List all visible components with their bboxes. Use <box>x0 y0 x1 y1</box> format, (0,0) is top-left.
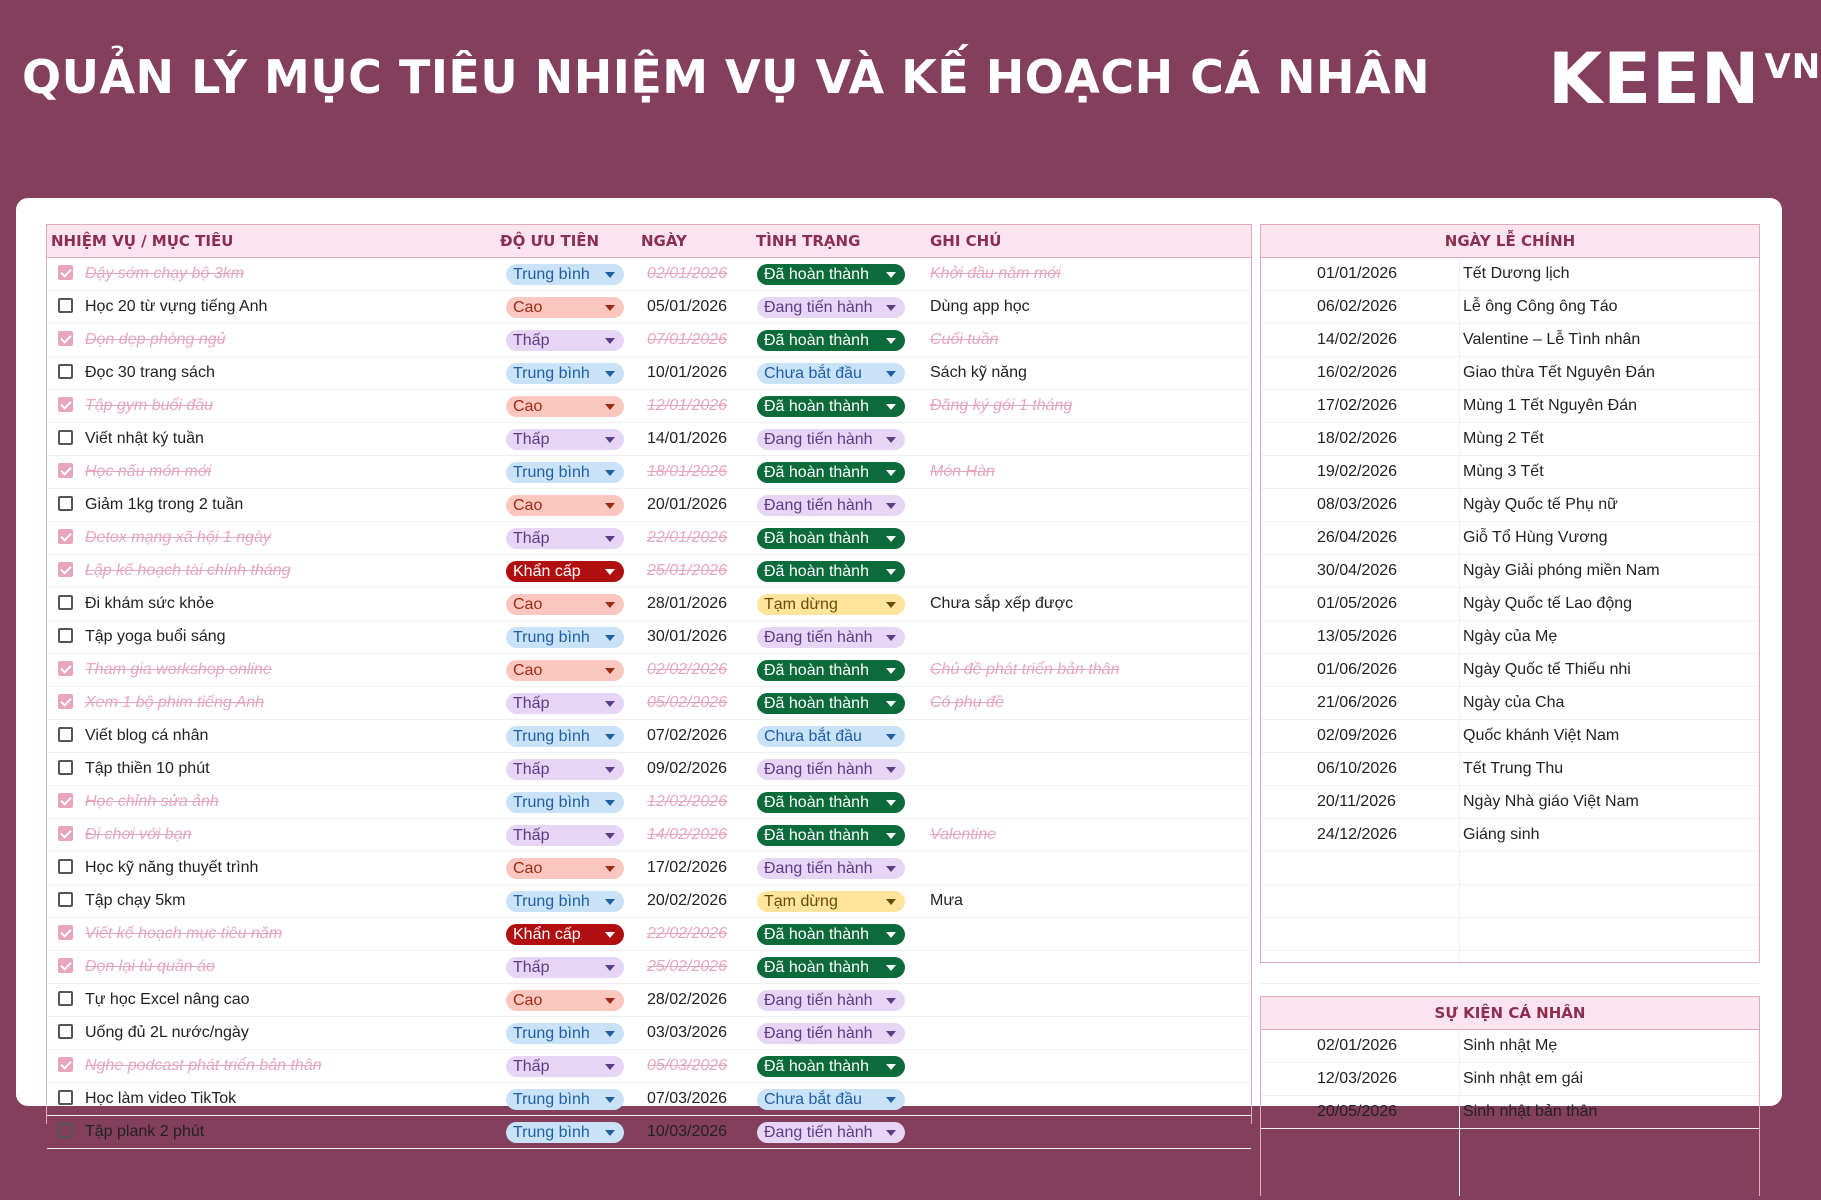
task-note[interactable]: Có phụ đề <box>930 694 1004 711</box>
task-checkbox[interactable] <box>58 859 73 874</box>
event-row <box>1261 1096 1759 1129</box>
holiday-name[interactable]: Lễ ông Công ông Táo <box>1463 298 1618 315</box>
table-row <box>47 324 1251 357</box>
event-rows <box>1261 1030 1759 1196</box>
priority-dropdown[interactable]: Trung bình <box>506 1122 624 1143</box>
priority-dropdown[interactable]: Thấp <box>506 957 624 978</box>
task-note[interactable]: Dùng app học <box>930 298 1030 315</box>
priority-dropdown[interactable]: Cao <box>506 990 624 1011</box>
task-checkbox[interactable] <box>58 925 73 940</box>
table-row <box>47 1017 1251 1050</box>
holiday-date[interactable]: 06/02/2026 <box>1317 298 1398 315</box>
column-header-note: GHI CHÚ <box>930 232 1002 250</box>
task-date[interactable]: 07/01/2026 <box>647 331 728 348</box>
holidays-table <box>1260 224 1760 963</box>
task-date[interactable]: 17/02/2026 <box>647 859 728 876</box>
task-date[interactable]: 02/01/2026 <box>647 265 728 282</box>
holiday-name[interactable]: Tết Dương lịch <box>1463 265 1570 282</box>
priority-dropdown[interactable]: Trung bình <box>506 1089 624 1110</box>
event-date[interactable]: 12/03/2026 <box>1317 1070 1398 1087</box>
table-row <box>47 720 1251 753</box>
spreadsheet-sheet <box>16 198 1782 1141</box>
table-row <box>47 588 1251 621</box>
task-note[interactable]: Chủ đề phát triển bản thân <box>930 661 1120 678</box>
status-dropdown[interactable]: Đã hoàn thành <box>757 957 905 978</box>
table-row <box>47 918 1251 951</box>
task-date[interactable]: 10/03/2026 <box>647 1123 728 1140</box>
task-name[interactable]: Tập gym buổi đầu <box>85 397 214 414</box>
holiday-row <box>1261 456 1759 489</box>
event-name[interactable]: Sinh nhật em gái <box>1463 1070 1584 1087</box>
holiday-date[interactable]: 24/12/2026 <box>1317 826 1398 843</box>
holiday-date[interactable]: 16/02/2026 <box>1317 364 1398 381</box>
holiday-name[interactable]: Mùng 1 Tết Nguyên Đán <box>1463 397 1638 414</box>
holiday-name[interactable]: Giáng sinh <box>1463 826 1540 843</box>
task-note[interactable]: Món Hàn <box>930 463 995 480</box>
task-name[interactable]: Xem 1 bộ phim tiếng Anh <box>85 694 265 711</box>
holiday-name[interactable]: Mùng 2 Tết <box>1463 430 1544 447</box>
task-date[interactable]: 12/01/2026 <box>647 397 728 414</box>
status-dropdown[interactable]: Đã hoàn thành <box>757 462 905 483</box>
holiday-date[interactable]: 26/04/2026 <box>1317 529 1398 546</box>
task-checkbox[interactable] <box>58 727 73 742</box>
task-date[interactable]: 28/01/2026 <box>647 595 728 612</box>
task-name[interactable]: Tham gia workshop online <box>85 661 272 678</box>
task-checkbox[interactable] <box>58 298 73 313</box>
table-row <box>47 753 1251 786</box>
task-name[interactable]: Tập chạy 5km <box>85 892 186 909</box>
task-name[interactable]: Học chỉnh sửa ảnh <box>85 793 219 810</box>
task-checkbox[interactable] <box>58 430 73 445</box>
table-row <box>47 1083 1251 1116</box>
status-dropdown[interactable]: Đã hoàn thành <box>757 924 905 945</box>
task-name[interactable]: Tập plank 2 phút <box>85 1123 205 1140</box>
table-row <box>47 357 1251 390</box>
column-header-task: NHIỆM VỤ / MỤC TIÊU <box>51 232 234 250</box>
column-header-status: TÌNH TRẠNG <box>756 232 861 250</box>
event-date[interactable]: 20/05/2026 <box>1317 1103 1398 1120</box>
task-name[interactable]: Tập thiền 10 phút <box>85 760 210 777</box>
status-dropdown[interactable]: Tạm dừng <box>757 594 905 615</box>
priority-dropdown[interactable]: Thấp <box>506 825 624 846</box>
priority-dropdown[interactable]: Thấp <box>506 330 624 351</box>
holiday-name[interactable]: Ngày Quốc tế Lao động <box>1463 595 1633 612</box>
holiday-date[interactable]: 20/11/2026 <box>1317 793 1396 810</box>
task-checkbox[interactable] <box>58 331 73 346</box>
holiday-row <box>1261 687 1759 720</box>
priority-dropdown[interactable]: Cao <box>506 495 624 516</box>
holiday-name[interactable]: Quốc khánh Việt Nam <box>1463 727 1620 744</box>
task-date[interactable]: 22/01/2026 <box>647 529 728 546</box>
task-name[interactable]: Học nấu món mới <box>85 463 212 480</box>
holiday-row <box>1261 621 1759 654</box>
status-dropdown[interactable]: Đang tiến hành <box>757 495 905 516</box>
status-dropdown[interactable]: Đã hoàn thành <box>757 561 905 582</box>
holiday-name[interactable]: Giỗ Tổ Hùng Vương <box>1463 529 1608 546</box>
status-dropdown[interactable]: Chưa bắt đầu <box>757 363 905 384</box>
task-checkbox[interactable] <box>58 1090 73 1105</box>
empty-row <box>1261 885 1759 918</box>
holiday-row <box>1261 258 1759 291</box>
holiday-name[interactable]: Ngày Giải phóng miền Nam <box>1463 562 1660 579</box>
holiday-date[interactable]: 01/06/2026 <box>1317 661 1398 678</box>
holiday-date[interactable]: 13/05/2026 <box>1317 628 1398 645</box>
task-checkbox[interactable] <box>58 661 73 676</box>
status-dropdown[interactable]: Đã hoàn thành <box>757 1056 905 1077</box>
task-checkbox[interactable] <box>58 1024 73 1039</box>
task-note[interactable]: Chưa sắp xếp được <box>930 595 1074 612</box>
task-date[interactable]: 09/02/2026 <box>647 760 728 777</box>
table-row <box>47 951 1251 984</box>
task-name[interactable]: Lập kế hoạch tài chính tháng <box>85 562 291 579</box>
holiday-name[interactable]: Giao thừa Tết Nguyên Đán <box>1463 364 1655 381</box>
event-name[interactable]: Sinh nhật bản thân <box>1463 1103 1598 1120</box>
holiday-row <box>1261 489 1759 522</box>
priority-dropdown[interactable]: Trung bình <box>506 264 624 285</box>
table-row <box>47 621 1251 654</box>
table-row <box>47 687 1251 720</box>
task-name[interactable]: Dọn lại tủ quần áo <box>85 958 215 975</box>
priority-dropdown[interactable]: Cao <box>506 396 624 417</box>
priority-dropdown[interactable]: Trung bình <box>506 627 624 648</box>
table-row <box>47 489 1251 522</box>
holiday-date[interactable]: 17/02/2026 <box>1317 397 1398 414</box>
priority-dropdown[interactable]: Cao <box>506 297 624 318</box>
task-name[interactable]: Đọc 30 trang sách <box>85 364 215 381</box>
status-dropdown[interactable]: Đã hoàn thành <box>757 264 905 285</box>
task-date[interactable]: 20/01/2026 <box>647 496 728 513</box>
holiday-name[interactable]: Ngày Quốc tế Phụ nữ <box>1463 496 1618 513</box>
table-row <box>47 819 1251 852</box>
event-row <box>1261 1063 1759 1096</box>
table-row <box>47 1116 1251 1149</box>
task-date[interactable]: 05/03/2026 <box>647 1057 728 1074</box>
task-name[interactable]: Đi chơi với bạn <box>85 826 192 843</box>
task-name[interactable]: Tự học Excel nâng cao <box>85 991 250 1008</box>
holiday-row <box>1261 291 1759 324</box>
task-checkbox[interactable] <box>58 826 73 841</box>
task-date[interactable]: 18/01/2026 <box>647 463 728 480</box>
column-header-priority: ĐỘ ƯU TIÊN <box>500 232 600 250</box>
column-header-date: NGÀY <box>641 232 687 250</box>
status-dropdown[interactable]: Đã hoàn thành <box>757 660 905 681</box>
events-title: SỰ KIỆN CÁ NHÂN <box>1261 996 1759 1030</box>
holiday-row <box>1261 819 1759 852</box>
task-checkbox[interactable] <box>58 628 73 643</box>
task-name[interactable]: Giảm 1kg trong 2 tuần <box>85 496 244 513</box>
task-name[interactable]: Học làm video TikTok <box>85 1090 237 1107</box>
holiday-name[interactable]: Mùng 3 Tết <box>1463 463 1544 480</box>
holiday-row <box>1261 555 1759 588</box>
task-name[interactable]: Dọn dẹp phòng ngủ <box>85 331 226 348</box>
holiday-date[interactable]: 18/02/2026 <box>1317 430 1398 447</box>
event-name[interactable]: Sinh nhật Mẹ <box>1463 1037 1558 1054</box>
table-row <box>47 291 1251 324</box>
holiday-row <box>1261 390 1759 423</box>
task-table-header <box>47 224 1251 258</box>
priority-dropdown[interactable]: Trung bình <box>506 462 624 483</box>
task-checkbox[interactable] <box>58 958 73 973</box>
table-row <box>47 654 1251 687</box>
holiday-date[interactable]: 08/03/2026 <box>1317 496 1398 513</box>
task-checkbox[interactable] <box>58 1057 73 1072</box>
page-title: QUẢN LÝ MỤC TIÊU NHIỆM VỤ VÀ KẾ HOẠCH CÁ NHÂN <box>22 50 1431 104</box>
priority-dropdown[interactable]: Trung bình <box>506 1023 624 1044</box>
table-row <box>47 390 1251 423</box>
task-table <box>46 224 1252 1141</box>
task-checkbox[interactable] <box>58 562 73 577</box>
status-dropdown[interactable]: Đã hoàn thành <box>757 396 905 417</box>
holiday-row <box>1261 753 1759 786</box>
holiday-name[interactable]: Ngày Nhà giáo Việt Nam <box>1463 793 1639 810</box>
table-row <box>47 852 1251 885</box>
task-checkbox[interactable] <box>58 496 73 511</box>
task-rows <box>47 258 1251 1149</box>
table-row <box>47 885 1251 918</box>
holiday-date[interactable]: 14/02/2026 <box>1317 331 1398 348</box>
table-row <box>47 555 1251 588</box>
task-checkbox[interactable] <box>58 463 73 478</box>
holiday-row <box>1261 720 1759 753</box>
task-name[interactable]: Viết blog cá nhân <box>85 727 209 744</box>
status-dropdown[interactable]: Đã hoàn thành <box>757 792 905 813</box>
task-name[interactable]: Dậy sớm chạy bộ 3km <box>85 265 245 282</box>
priority-dropdown[interactable]: Trung bình <box>506 792 624 813</box>
status-dropdown[interactable]: Đã hoàn thành <box>757 330 905 351</box>
logo-text: KEEN <box>1548 38 1761 120</box>
task-name[interactable]: Viết nhật ký tuần <box>85 430 204 447</box>
task-checkbox[interactable] <box>58 694 73 709</box>
task-date[interactable]: 25/01/2026 <box>647 562 728 579</box>
table-row <box>47 423 1251 456</box>
task-date[interactable]: 07/02/2026 <box>647 727 728 744</box>
holiday-date[interactable]: 30/04/2026 <box>1317 562 1398 579</box>
task-name[interactable]: Tập yoga buổi sáng <box>85 628 226 645</box>
empty-row <box>1261 951 1759 984</box>
task-date[interactable]: 25/02/2026 <box>647 958 728 975</box>
table-row <box>47 456 1251 489</box>
status-dropdown[interactable]: Đang tiến hành <box>757 1122 905 1143</box>
task-checkbox[interactable] <box>58 793 73 808</box>
holiday-row <box>1261 654 1759 687</box>
status-dropdown[interactable]: Đang tiến hành <box>757 429 905 450</box>
priority-dropdown[interactable]: Cao <box>506 660 624 681</box>
holiday-date[interactable]: 21/06/2026 <box>1317 694 1398 711</box>
priority-dropdown[interactable]: Trung bình <box>506 891 624 912</box>
holiday-row <box>1261 588 1759 621</box>
task-checkbox[interactable] <box>58 397 73 412</box>
holidays-title: NGÀY LỄ CHÍNH <box>1261 224 1759 258</box>
task-note[interactable]: Khởi đầu năm mới <box>930 265 1061 282</box>
holiday-date[interactable]: 19/02/2026 <box>1317 463 1398 480</box>
status-dropdown[interactable]: Đã hoàn thành <box>757 693 905 714</box>
priority-dropdown[interactable]: Cao <box>506 858 624 879</box>
task-note[interactable]: Sách kỹ năng <box>930 364 1027 381</box>
task-date[interactable]: 28/02/2026 <box>647 991 728 1008</box>
task-date[interactable]: 10/01/2026 <box>647 364 728 381</box>
task-date[interactable]: 12/02/2026 <box>647 793 728 810</box>
status-dropdown[interactable]: Đang tiến hành <box>757 627 905 648</box>
holiday-row <box>1261 522 1759 555</box>
holiday-date[interactable]: 06/10/2026 <box>1317 760 1398 777</box>
task-note[interactable]: Valentine <box>930 826 997 843</box>
holiday-name[interactable]: Ngày của Mẹ <box>1463 628 1558 645</box>
logo-superscript: VN <box>1764 47 1821 87</box>
task-name[interactable]: Detox mạng xã hội 1 ngày <box>85 529 271 546</box>
status-dropdown[interactable]: Đang tiến hành <box>757 990 905 1011</box>
holiday-row <box>1261 324 1759 357</box>
task-name[interactable]: Viết kế hoạch mục tiêu năm <box>85 925 283 942</box>
priority-dropdown[interactable]: Khẩn cấp <box>506 561 624 582</box>
holiday-name[interactable]: Ngày của Cha <box>1463 694 1565 711</box>
task-checkbox[interactable] <box>58 595 73 610</box>
event-date[interactable]: 02/01/2026 <box>1317 1037 1398 1054</box>
status-dropdown[interactable]: Tạm dừng <box>757 891 905 912</box>
empty-row <box>1261 918 1759 951</box>
holiday-rows <box>1261 258 1759 962</box>
status-dropdown[interactable]: Đã hoàn thành <box>757 528 905 549</box>
keen-logo <box>1548 38 1821 120</box>
table-row <box>47 522 1251 555</box>
task-date[interactable]: 03/03/2026 <box>647 1024 728 1041</box>
priority-dropdown[interactable]: Trung bình <box>506 363 624 384</box>
holiday-row <box>1261 423 1759 456</box>
task-checkbox[interactable] <box>58 529 73 544</box>
priority-dropdown[interactable]: Thấp <box>506 693 624 714</box>
task-date[interactable]: 14/02/2026 <box>647 826 728 843</box>
status-dropdown[interactable]: Chưa bắt đầu <box>757 726 905 747</box>
task-checkbox[interactable] <box>58 760 73 775</box>
status-dropdown[interactable]: Đang tiến hành <box>757 858 905 879</box>
task-note[interactable]: Đăng ký gói 1 tháng <box>930 397 1073 414</box>
task-date[interactable]: 22/02/2026 <box>647 925 728 942</box>
holiday-date[interactable]: 02/09/2026 <box>1317 727 1398 744</box>
task-date[interactable]: 02/02/2026 <box>647 661 728 678</box>
task-note[interactable]: Mưa <box>930 892 963 909</box>
events-table <box>1260 996 1760 1196</box>
task-checkbox[interactable] <box>58 892 73 907</box>
holiday-row <box>1261 357 1759 390</box>
status-dropdown[interactable]: Đang tiến hành <box>757 1023 905 1044</box>
priority-dropdown[interactable]: Trung bình <box>506 726 624 747</box>
task-checkbox[interactable] <box>58 991 73 1006</box>
task-date[interactable]: 20/02/2026 <box>647 892 728 909</box>
priority-dropdown[interactable]: Khẩn cấp <box>506 924 624 945</box>
holiday-row <box>1261 786 1759 819</box>
task-date[interactable]: 07/03/2026 <box>647 1090 728 1107</box>
task-name[interactable]: Học 20 từ vựng tiếng Anh <box>85 298 268 315</box>
task-name[interactable]: Học kỹ năng thuyết trình <box>85 859 259 876</box>
task-date[interactable]: 05/02/2026 <box>647 694 728 711</box>
task-name[interactable]: Nghe podcast phát triển bản thân <box>85 1057 322 1074</box>
table-row <box>47 984 1251 1017</box>
holiday-name[interactable]: Tết Trung Thu <box>1463 760 1564 777</box>
task-checkbox[interactable] <box>58 1123 73 1138</box>
priority-dropdown[interactable]: Cao <box>506 594 624 615</box>
task-name[interactable]: Uống đủ 2L nước/ngày <box>85 1024 249 1041</box>
status-dropdown[interactable]: Đang tiến hành <box>757 297 905 318</box>
event-row <box>1261 1030 1759 1063</box>
task-name[interactable]: Đi khám sức khỏe <box>85 595 214 612</box>
task-date[interactable]: 30/01/2026 <box>647 628 728 645</box>
table-row <box>47 258 1251 291</box>
priority-dropdown[interactable]: Thấp <box>506 759 624 780</box>
task-date[interactable]: 05/01/2026 <box>647 298 728 315</box>
priority-dropdown[interactable]: Thấp <box>506 429 624 450</box>
task-date[interactable]: 14/01/2026 <box>647 430 728 447</box>
task-checkbox[interactable] <box>58 265 73 280</box>
table-row <box>47 1050 1251 1083</box>
table-row <box>47 786 1251 819</box>
priority-dropdown[interactable]: Thấp <box>506 528 624 549</box>
status-dropdown[interactable]: Chưa bắt đầu <box>757 1089 905 1110</box>
empty-row <box>1261 852 1759 885</box>
status-dropdown[interactable]: Đang tiến hành <box>757 759 905 780</box>
holiday-name[interactable]: Valentine – Lễ Tình nhân <box>1463 331 1641 348</box>
task-note[interactable]: Cuối tuần <box>930 331 999 348</box>
task-checkbox[interactable] <box>58 364 73 379</box>
priority-dropdown[interactable]: Thấp <box>506 1056 624 1077</box>
holiday-name[interactable]: Ngày Quốc tế Thiếu nhi <box>1463 661 1631 678</box>
status-dropdown[interactable]: Đã hoàn thành <box>757 825 905 846</box>
holiday-date[interactable]: 01/01/2026 <box>1317 265 1398 282</box>
holiday-date[interactable]: 01/05/2026 <box>1317 595 1398 612</box>
